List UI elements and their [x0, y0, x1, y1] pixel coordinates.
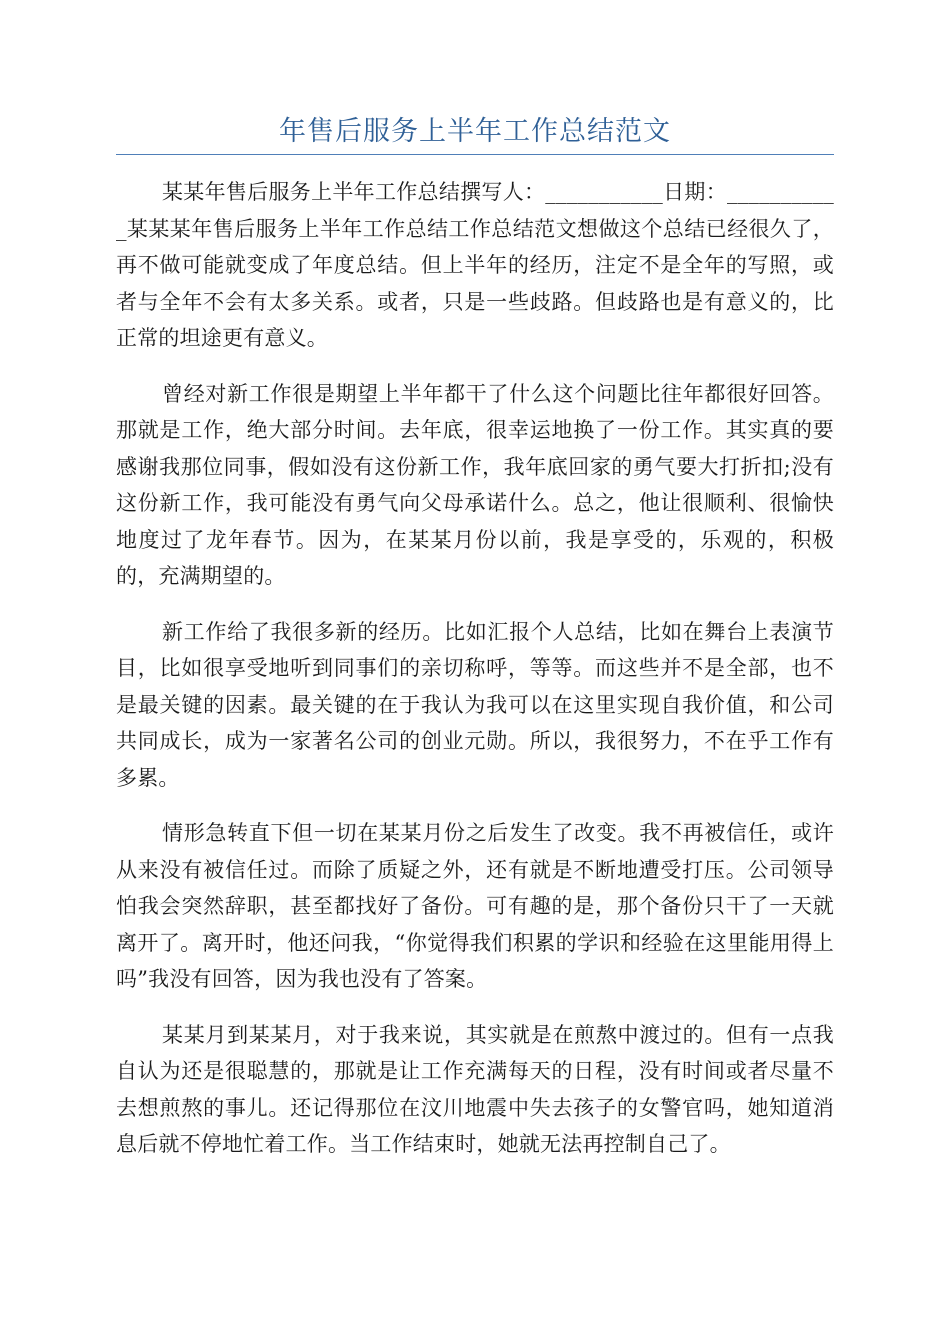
paragraph-1: 某某年售后服务上半年工作总结撰写人：___________日期：___________某某某年售后服务上半年工作总结工作总结范文想做这个总结已经很久了，再不做可能就变成了年度总结。但上半年的经历，注定不是全年的写照，或者与全年不会有太多关系。或者，只是一些歧路。但歧路也是有意义的，比正常的坦途更有意义。 [116, 180, 834, 350]
paragraph-5: 某某月到某某月，对于我来说，其实就是在煎熬中渡过的。但有一点我自认为还是很聪慧的，那就是让工作充满每天的日程，没有时间或者尽量不去想煎熬的事儿。还记得那位在汶川地震中失去孩子的女警官吗，她知道消息后就不停地忙着工作。当工作结束时，她就无法再控制自己了。 [116, 1022, 834, 1156]
paragraph-3: 新工作给了我很多新的经历。比如汇报个人总结，比如在舞台上表演节目，比如很享受地听到同事们的亲切称呼，等等。而这些并不是全部，也不是最关键的因素。最关键的在于我认为我可以在这里实现自我价值，和公司共同成长，成为一家著名公司的创业元勋。所以，我很努力，不在乎工作有多累。 [116, 619, 834, 790]
document-title: 年售后服务上半年工作总结范文 [279, 116, 671, 147]
title-underline [116, 154, 834, 155]
paragraph-4: 情形急转直下但一切在某某月份之后发生了改变。我不再被信任，或许从来没有被信任过。而除了质疑之外，还有就是不断地遭受打压。公司领导怕我会突然辞职，甚至都找好了备份。可有趣的是，那个备份只干了一天就离开了。离开时，他还问我，“你觉得我们积累的学识和经验在这里能用得上吗”我没有回答，因为我也没有了答案。 [116, 821, 834, 991]
paragraph-2: 曾经对新工作很是期望上半年都干了什么这个问题比往年都很好回答。那就是工作，绝大部分时间。去年底，很幸运地换了一份工作。其实真的要感谢我那位同事，假如没有这份新工作，我年底回家的勇气要大打折扣;没有这份新工作，我可能没有勇气向父母承诺什么。总之，他让很顺利、很愉快地度过了龙年春节。因为，在某某月份以前，我是享受的，乐观的，积极的，充满期望的。 [116, 381, 834, 588]
document-body [116, 174, 834, 1182]
